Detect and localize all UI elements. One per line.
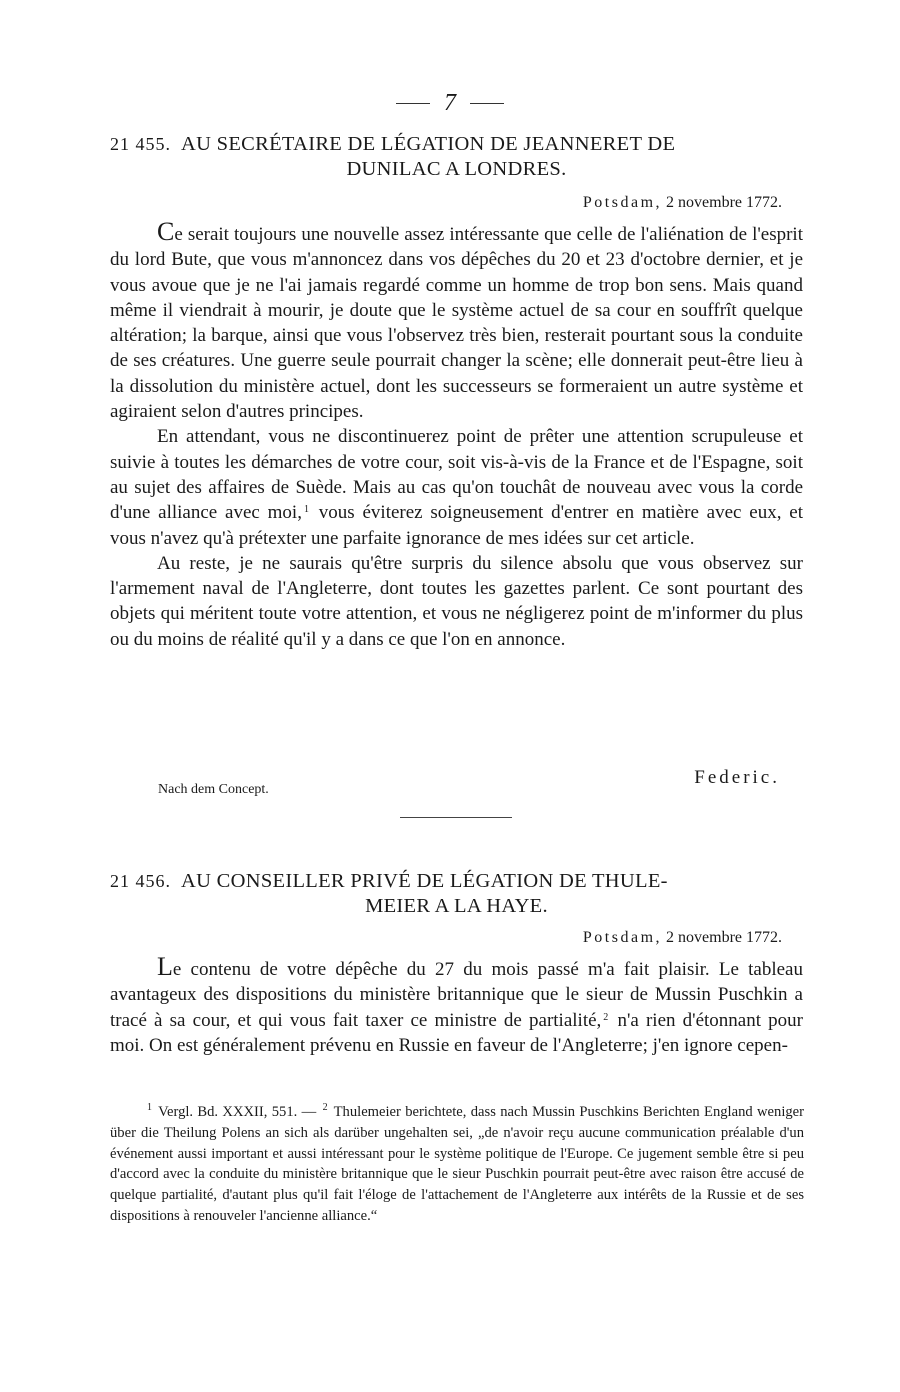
letter-2-date: 2 novembre 1772. bbox=[666, 929, 782, 946]
letter-1-dateline bbox=[583, 193, 782, 213]
letter-1-date-place: Potsdam, bbox=[582, 194, 663, 211]
letter-1-signature: Federic. bbox=[694, 767, 780, 788]
letter-1-paragraph-1 bbox=[110, 219, 803, 424]
page-number-dash-left bbox=[396, 103, 430, 104]
letter-1-paragraph-2 bbox=[110, 424, 803, 550]
letter-1-paragraph-1-text: e serait toujours une nouvelle assez intéressante que celle de l'aliénation de l'esprit du lord Bute, que vous m'annoncez dans vos dépêches du 20 et 23 d'octobre dernier, et je vous avoue que je ne l'ai jamais regardé comme un homme de trop bon sens. Mais quand même il viendrait à mourir, je doute que le système actuel de sa cour en souffrît quelque altération; la barque, ainsi que vous l'observez très bien, resterait pourtant sous la conduite de ses créatures. Une guerre seule pourrait changer la scène; elle donnerait peut-être lieu à la dissolution du ministère actuel, dont les successeurs se formeraient un autre système et agiraient selon d'autres principes. bbox=[110, 224, 803, 423]
letter-2-title-line1: AU CONSEILLER PRIVÉ DE LÉGATION DE THULE- bbox=[181, 870, 668, 892]
letter-1-body bbox=[110, 219, 803, 652]
page-number-row bbox=[0, 86, 900, 120]
footnote-ref-1: 1 bbox=[303, 504, 309, 516]
letter-1-title-line2: DUNILAC A LONDRES. bbox=[346, 158, 567, 180]
letter-1-paragraph-3 bbox=[110, 551, 803, 652]
footnote-marker-2: 2 bbox=[322, 1102, 328, 1113]
footnote-ref-2: 2 bbox=[603, 1011, 609, 1023]
letter-2-number: 21 456. bbox=[110, 871, 171, 891]
letter-1-paragraph-2-text-after: vous éviterez soigneusement d'entrer en matière avec eux, et vous n'avez qu'à prétexter une parfaite ignorance de mes idées sur cet article. bbox=[110, 502, 803, 549]
footnote-2-text: Thulemeier berichtete, dass nach Mussin Puschkins Berichten England weniger über die Theilung Polens an sich als darüber ungehalten sei, „de n'avoir reçu aucune communication préalable d'un événement aussi important et aussi intéressant pour le système politique de l'Europe. Ce jugement semble être si peu d'accord avec la conduite du ministère britannique que le sieur Puschkin pourrait peut-être avec raison être accusé de quelque partialité, d'autant plus qu'il fait l'éloge de l'attachement de l'Angleterre aux intérêts de la Russie et de ses dispositions à renouveler l'ancienne alliance.“ bbox=[110, 1104, 805, 1224]
letter-1-date: 2 novembre 1772. bbox=[666, 194, 782, 211]
letter-1-heading bbox=[110, 132, 803, 182]
letter-1-source-note: Nach dem Concept. bbox=[158, 782, 269, 797]
letter-2-heading bbox=[110, 869, 803, 919]
section-divider bbox=[400, 817, 512, 818]
letter-1-paragraph-2-text-before: En attendant, vous ne discontinuerez point de prêter une attention scrupuleuse et suivie à toutes les démarches de votre cour, soit vis-à-vis de la France et de l'Espagne, soit au sujet des affaires de Suède. Mais au cas qu'on touchât de nouveau avec vous la corde d'une alliance avec moi, bbox=[110, 426, 803, 524]
letter-2-paragraph-1 bbox=[110, 954, 803, 1058]
footnote-paragraph bbox=[110, 1102, 804, 1227]
footnote-marker-1: 1 bbox=[147, 1102, 152, 1113]
letter-1-number: 21 455. bbox=[110, 134, 171, 154]
letter-2-title-line2: MEIER A LA HAYE. bbox=[365, 895, 548, 917]
letter-2-paragraph-1-text-before: e contenu de votre dépêche du 27 du mois passé m'a fait plaisir. Le tableau avantageux des dispositions du ministère britannique que le sieur de Mussin Puschkin a tracé à sa cour, et qui vous fait taxer ce ministre de partialité, bbox=[110, 959, 803, 1031]
letter-2-body bbox=[110, 954, 803, 1058]
letter-2-dropcap: L bbox=[157, 952, 173, 981]
letter-2-dateline bbox=[583, 928, 782, 948]
letter-1-paragraph-3-text: Au reste, je ne saurais qu'être surpris du silence absolu que vous observez sur l'armement naval de l'Angleterre, dont toutes les gazettes parlent. Ce sont pourtant des objets qui méritent toute votre attention, et vous ne négligerez point de m'informer du plus ou du moins de réalité qu'il y a dans ce que l'on en annonce. bbox=[110, 552, 803, 650]
letter-1-dropcap: C bbox=[157, 217, 175, 246]
letter-2-date-place: Potsdam, bbox=[582, 929, 663, 946]
footnote-1-text: Vergl. Bd. XXXII, 551. — bbox=[154, 1104, 321, 1120]
page-number-dash-right bbox=[470, 103, 504, 104]
page-number: 7 bbox=[444, 89, 456, 116]
footnotes bbox=[110, 1102, 804, 1227]
letter-1-title-line1: AU SECRÉTAIRE DE LÉGATION DE JEANNERET DE bbox=[181, 133, 676, 155]
letter-2-paragraph-1-text-after: n'a rien d'étonnant pour moi. On est généralement prévenu en Russie en faveur de l'Angleterre; j'en ignore cepen- bbox=[110, 1009, 803, 1056]
